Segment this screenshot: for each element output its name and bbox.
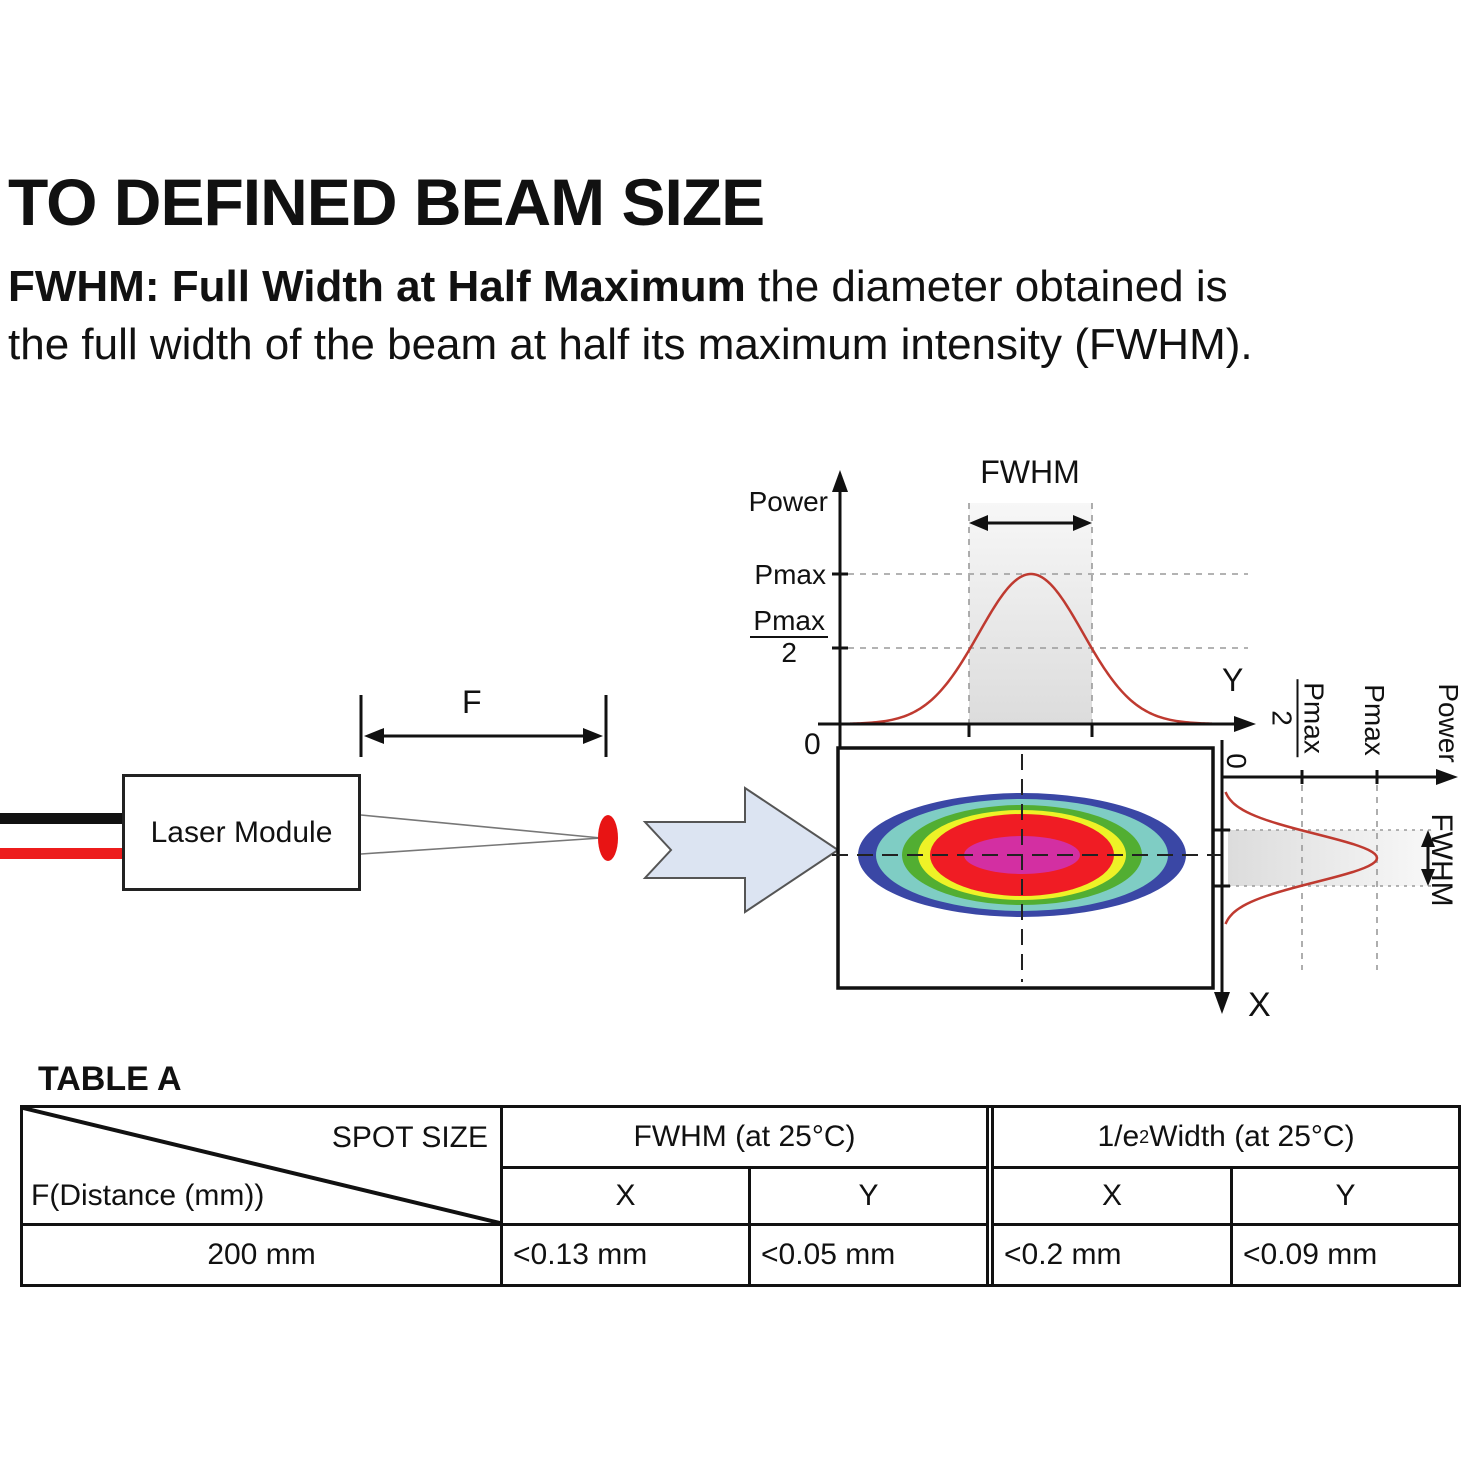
flow-arrow-icon	[645, 788, 838, 912]
top-origin-label: 0	[804, 728, 821, 761]
fwhm-y-value: <0.05 mm	[751, 1226, 986, 1284]
fwhm-y-header: Y	[751, 1169, 986, 1226]
black-wire	[0, 813, 122, 824]
f-arrowhead-right	[583, 728, 603, 744]
intro-line2: the full width of the beam at half its maximum intensity (FWHM).	[8, 320, 1253, 369]
corner-spot-size-label: SPOT SIZE	[331, 1121, 488, 1154]
e2-width-group-header: 1/e 2 Width (at 25°C)	[994, 1108, 1458, 1169]
fwhm-group-header: FWHM (at 25°C)	[503, 1108, 986, 1169]
fwhm-x-value: <0.13 mm	[503, 1226, 751, 1284]
fwhm-x-header: X	[503, 1169, 751, 1226]
table-corner-cell	[23, 1108, 503, 1226]
right-power-axis-label: Power	[1433, 683, 1464, 763]
fwhm-band-top	[969, 503, 1092, 724]
x-axis-label: X	[1248, 986, 1271, 1024]
y-axis-label: Y	[1222, 662, 1244, 698]
f-distance-label: F	[462, 684, 482, 720]
top-fwhm-label: FWHM	[980, 454, 1080, 490]
intro-rest-line1: the diameter obtained is	[745, 262, 1228, 311]
top-pmax-label: Pmax	[754, 559, 826, 590]
top-power-axis-label: Power	[748, 486, 828, 517]
laser-module-box	[122, 774, 361, 891]
diagram-canvas	[0, 440, 1464, 1100]
top-graph	[818, 470, 1256, 748]
red-wire	[0, 848, 122, 859]
right-origin-label: 0	[1221, 753, 1252, 769]
laser-module-label: Laser Module	[150, 815, 333, 849]
e2-x-value: <0.2 mm	[994, 1226, 1233, 1284]
f-distance-value: 200 mm	[23, 1226, 503, 1284]
beam-size-diagram	[0, 440, 1464, 1100]
corner-f-distance-label: F(Distance (mm))	[31, 1179, 265, 1212]
intro-paragraph	[8, 258, 1460, 374]
page-title: TO DEFINED BEAM SIZE	[8, 165, 765, 239]
laser-wires	[0, 813, 122, 859]
f-distance-marker	[361, 695, 606, 757]
f-arrowhead-left	[364, 728, 384, 744]
right-pmax-half-label: Pmax 2	[1266, 679, 1329, 757]
beam-convergence-lines	[361, 815, 601, 854]
power-axis-right-arrowhead	[1436, 769, 1458, 785]
x-axis-arrowhead	[1214, 992, 1230, 1014]
right-pmax-label: Pmax	[1359, 684, 1390, 756]
e2-y-header: Y	[1233, 1169, 1458, 1226]
top-pmax-half-label: $\frac{Pmax}{2}$	[732, 606, 828, 668]
focal-spot	[598, 815, 618, 861]
power-axis-arrowhead	[832, 470, 848, 492]
intro-bold-lead: FWHM: Full Width at Half Maximum	[8, 262, 746, 311]
table-caption: TABLE A	[38, 1060, 182, 1098]
right-graph	[1214, 740, 1458, 1014]
spot-size-table	[20, 1105, 1461, 1287]
e2-y-value: <0.09 mm	[1233, 1226, 1458, 1284]
right-fwhm-label: FWHM	[1425, 813, 1458, 907]
group-divider	[986, 1108, 994, 1284]
e2-x-header: X	[994, 1169, 1233, 1226]
y-axis-arrowhead	[1234, 716, 1256, 732]
